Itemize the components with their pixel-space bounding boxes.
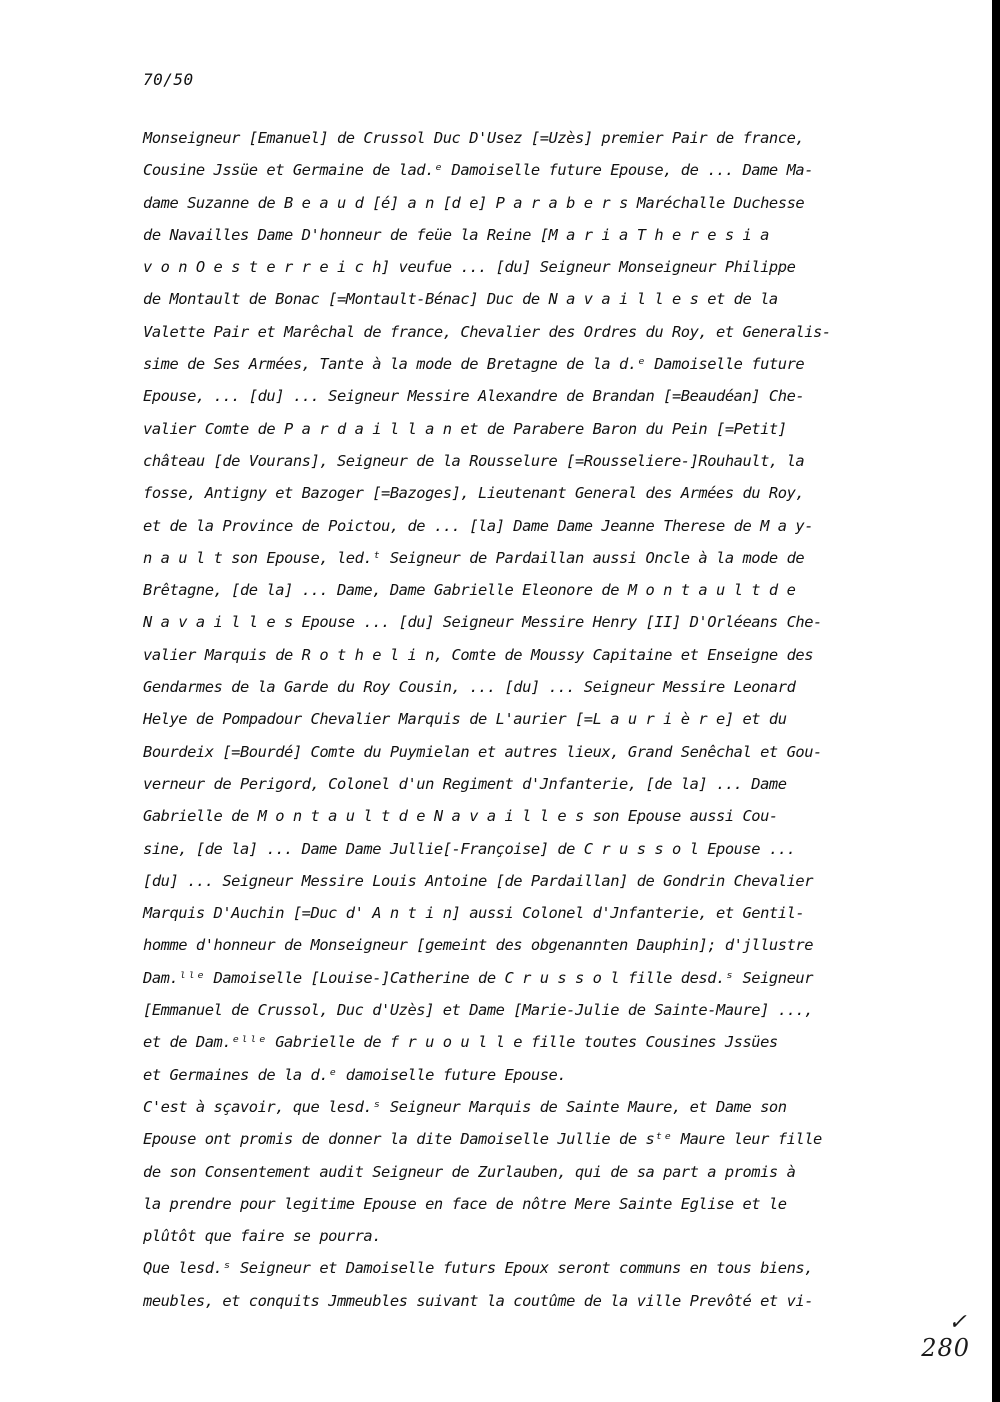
text-line: Gendarmes de la Garde du Roy Cousin, ... [du] ... Seigneur Messire Leonard (143, 678, 796, 697)
text-line: valier Marquis de R o t h e l i n, Comte de Moussy Capitaine et Enseigne des (143, 645, 814, 664)
text-line: n a u l t son Epouse, led.ᵗ Seigneur de Pardaillan aussi Oncle à la mode de (143, 548, 805, 567)
text-line: v o n O e s t e r r e i c h] veufue ... [du] Seigneur Monseigneur Philippe (143, 258, 796, 277)
text-line: meubles, et conquits Jmmeubles suivant la coutûme de la ville Prevôté et vi- (143, 1291, 814, 1310)
text-line: N a v a i l l e s Epouse ... [du] Seigneur Messire Henry [II] D'Orléeans Che- (143, 613, 822, 632)
folio-number: 280 (921, 1334, 970, 1362)
text-line: Monseigneur [Emanuel] de Crussol Duc D'Usez [=Uzès] premier Pair de france, (143, 129, 805, 147)
text-line: Epouse, ... [du] ... Seigneur Messire Alexandre de Brandan [=Beaudéan] Che- (143, 387, 805, 406)
text-line: fosse, Antigny et Bazoger [=Bazoges], Lieutenant General des Armées du Roy, (143, 484, 805, 503)
text-line: et de Dam.ᵉˡˡᵉ Gabrielle de f r u o u l l e fille toutes Cousines Jssües (143, 1033, 778, 1052)
text-line: de Navailles Dame D'honneur de feüe la Reine [M a r i a T h e r e s i a (143, 225, 769, 244)
text-line: Cousine Jssüe et Germaine de lad.ᵉ Damoiselle future Epouse, de ... Dame Ma- (143, 161, 814, 180)
handwritten-margin-note (921, 1312, 970, 1362)
text-line: plûtôt que faire se pourra. (143, 1227, 382, 1246)
text-line: et Germaines de la d.ᵉ damoiselle future Epouse. (143, 1065, 567, 1084)
text-line: et de la Province de Poictou, de ... [la] Dame Dame Jeanne Therese de M a y- (143, 516, 814, 535)
text-line: homme d'honneur de Monseigneur [gemeint des obgenannten Dauphin]; d'jllustre (143, 936, 814, 955)
text-line: verneur de Perigord, Colonel d'un Regiment d'Jnfanterie, [de la] ... Dame (143, 774, 787, 793)
text-line: de Montault de Bonac [=Montault-Bénac] Duc de N a v a i l l e s et de la (143, 290, 778, 309)
text-line: valier Comte de P a r d a i l l a n et de Parabere Baron du Pein [=Petit] (143, 419, 787, 438)
text-line: château [de Vourans], Seigneur de la Rousselure [=Rousseliere-]Rouhault, la (143, 451, 805, 470)
text-line: [Emmanuel de Crussol, Duc d'Uzès] et Dame [Marie-Julie de Sainte-Maure] ..., (143, 1001, 814, 1020)
text-line: de son Consentement audit Seigneur de Zurlauben, qui de sa part a promis à (143, 1162, 796, 1181)
text-line: Brêtagne, [de la] ... Dame, Dame Gabrielle Eleonore de M o n t a u l t d e (143, 581, 796, 600)
text-line: la prendre pour legitime Epouse en face de nôtre Mere Sainte Eglise et le (143, 1194, 787, 1213)
text-line: sine, [de la] ... Dame Dame Jullie[-Françoise] de C r u s s o l Epouse ... (143, 839, 796, 858)
transcription-body (143, 122, 923, 1317)
text-line: dame Suzanne de B e a u d [é] a n [d e] P a r a b e r s Maréchalle Duchesse (143, 193, 805, 212)
text-line: Valette Pair et Marêchal de france, Chevalier des Ordres du Roy, et Generalis- (143, 322, 831, 341)
text-line: Gabrielle de M o n t a u l t d e N a v a i l l e s son Epouse aussi Cou- (143, 807, 778, 826)
text-line: sime de Ses Armées, Tante à la mode de Bretagne de la d.ᵉ Damoiselle future (143, 355, 805, 374)
text-line: [du] ... Seigneur Messire Louis Antoine [de Pardaillan] de Gondrin Chevalier (143, 871, 814, 890)
text-line: Bourdeix [=Bourdé] Comte du Puymielan et autres lieux, Grand Senêchal et Gou- (143, 742, 822, 761)
text-line: Que lesd.ˢ Seigneur et Damoiselle futurs Epoux seront communs en tous biens, (143, 1259, 814, 1278)
check-mark-icon: ✓ (948, 1310, 967, 1335)
text-line: Helye de Pompadour Chevalier Marquis de L'aurier [=L a u r i è r e] et du (143, 710, 787, 729)
text-line: Marquis D'Auchin [=Duc d' A n t i n] aussi Colonel d'Jnfanterie, et Gentil- (143, 904, 805, 923)
text-line: C'est à sçavoir, que lesd.ˢ Seigneur Marquis de Sainte Maure, et Dame son (143, 1097, 787, 1116)
text-line: Epouse ont promis de donner la dite Damoiselle Jullie de sᵗᵉ Maure leur fille (143, 1130, 822, 1149)
text-line: Dam.ˡˡᵉ Damoiselle [Louise-]Catherine de C r u s s o l fille desd.ˢ Seigneur (143, 968, 814, 987)
page-number: 70/50 (143, 70, 194, 89)
